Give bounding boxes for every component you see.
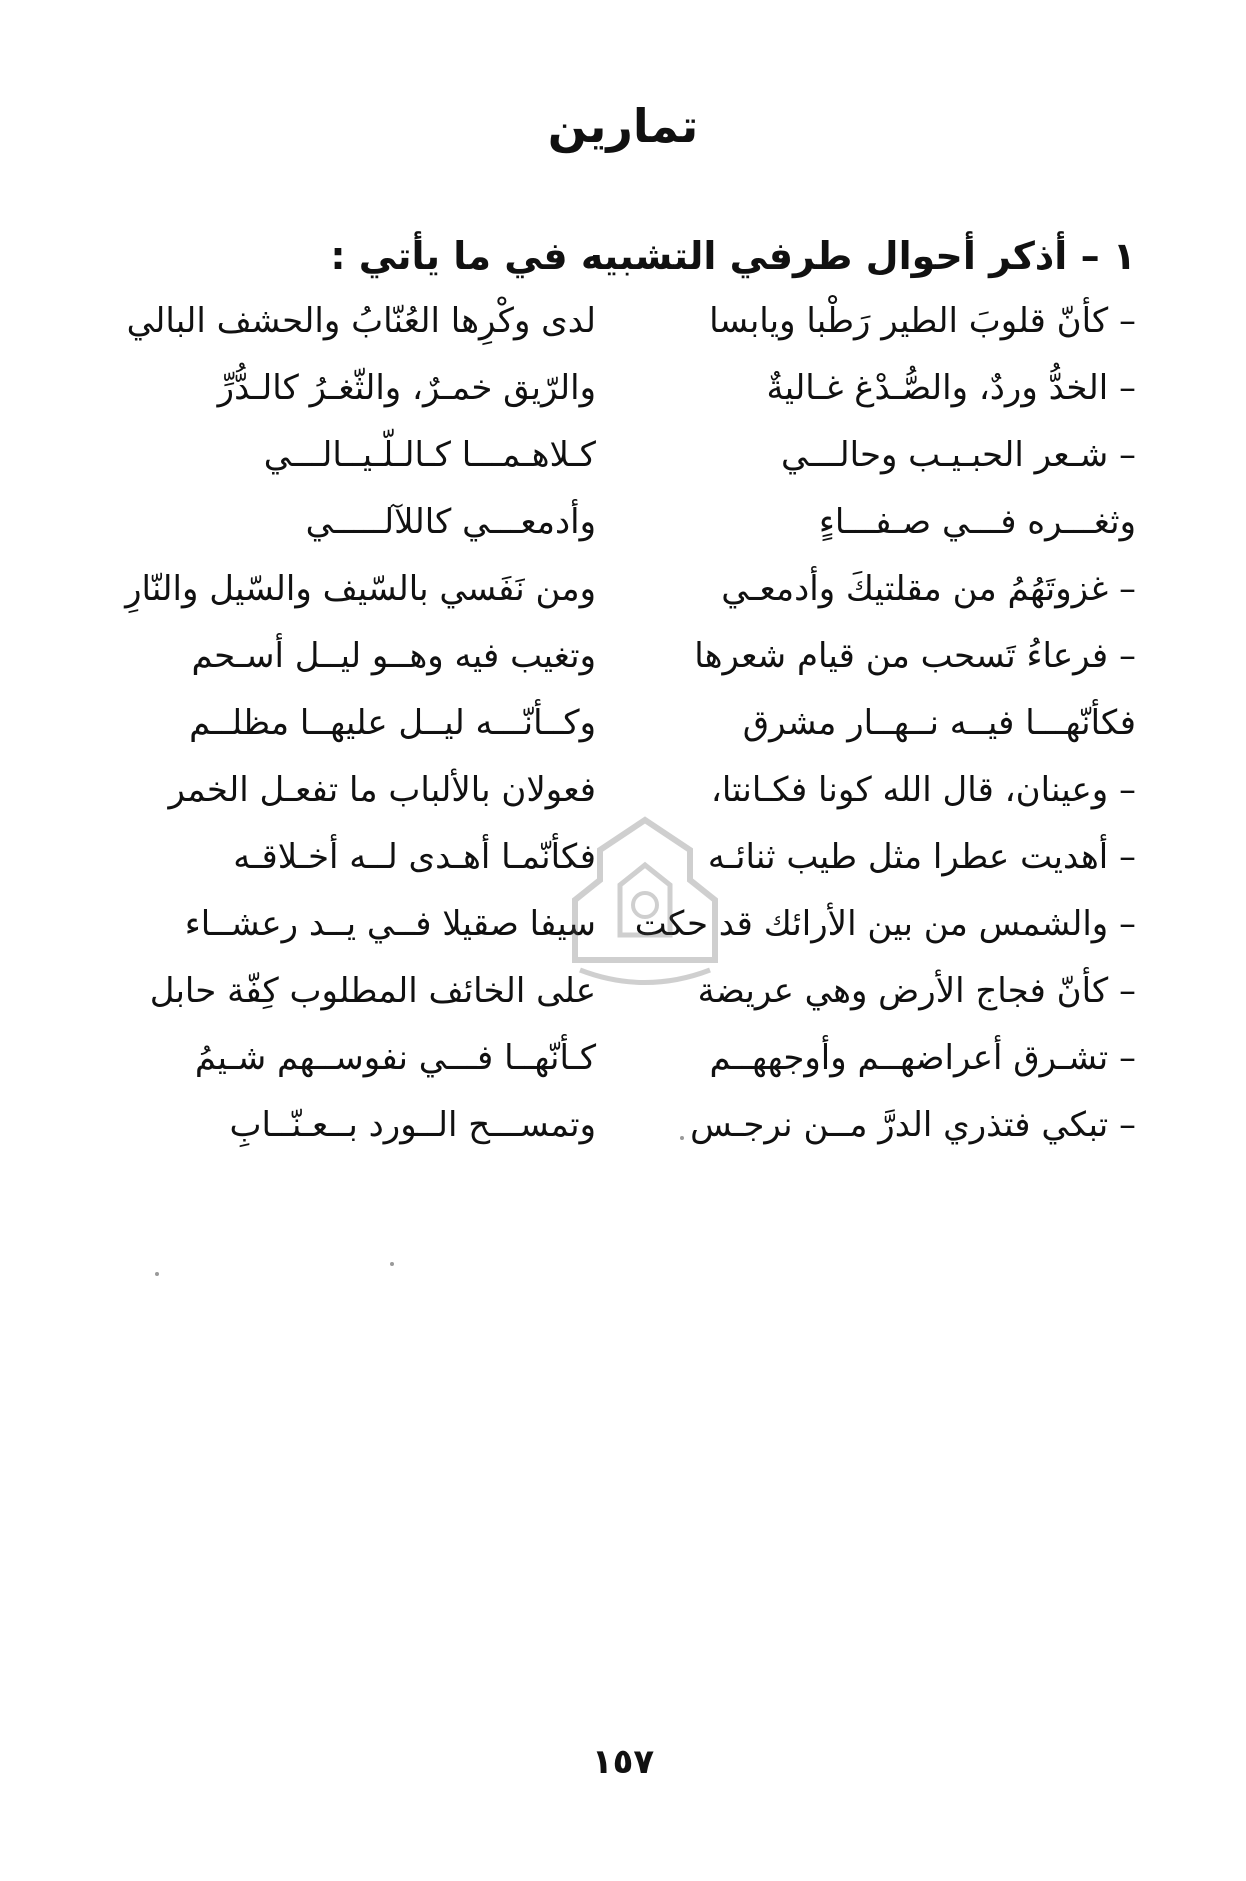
verse-second-hemistich: كـلاهـمـــا كـالـلّـيــالـــي (263, 435, 596, 475)
page-speck (390, 1262, 394, 1266)
verse-second-hemistich: فعولان بالألباب ما تفعـل الخمر (168, 770, 596, 810)
verse-second-hemistich: وأدمعـــي كاللآلـــــي (305, 502, 596, 542)
verse-line (0, 493, 1246, 560)
verse-second-hemistich: سيفا صقيلا فــي يــد رعشــاء (184, 904, 596, 944)
verse-line (0, 1029, 1246, 1096)
verse-first-hemistich: وثغـــره فـــي صـفـــاءٍ (818, 502, 1136, 542)
verse-first-hemistich: – فرعاءُ تَسحب من قيام شعرها (694, 636, 1136, 676)
verse-second-hemistich: وكــأنّـــه ليــل عليهــا مظلــم (189, 703, 596, 743)
verse-second-hemistich: ومن نَفَسي بالسّيف والسّيل والنّارِ (125, 569, 596, 609)
verse-first-hemistich: فكأنّهـــا فيــه نــهــار مشرق (742, 703, 1136, 743)
verse-line (0, 560, 1246, 627)
page-speck (155, 1272, 159, 1276)
verse-second-hemistich: والرّيق خمـرٌ، والثّغـرُ كالـدُّرِّ (217, 368, 596, 408)
verse-first-hemistich: – وعينان، قال الله كونا فكـانتا، (710, 770, 1136, 810)
verse-second-hemistich: على الخائف المطلوب كِفّة حابل (149, 971, 596, 1011)
verse-first-hemistich: – كأنّ فجاج الأرض وهي عريضة (697, 971, 1136, 1011)
verse-first-hemistich: – شـعر الحبـيـب وحالـــي (781, 435, 1136, 475)
verse-first-hemistich: – غزوتَهُمُ من مقلتيكَ وأدمعـي (721, 569, 1136, 609)
verse-first-hemistich: – تبكي فتذري الدرَّ مــن نرجـس (690, 1105, 1136, 1145)
verse-second-hemistich: وتغيب فيه وهــو ليــل أسـحم (191, 636, 596, 676)
verse-line (0, 1096, 1246, 1163)
library-stamp-watermark (560, 810, 730, 1000)
verse-first-hemistich: – أهديت عطرا مثل طيب ثنائـه (707, 837, 1136, 877)
verse-first-hemistich: – تشـرق أعراضهــم وأوجههــم (709, 1038, 1136, 1078)
exercise-heading: ١ – أذكر أحوال طرفي التشبيه في ما يأتي : (330, 234, 1136, 278)
verse-line (0, 359, 1246, 426)
page-number: ١٥٧ (591, 1742, 655, 1782)
verse-second-hemistich: فكأنّمـا أهـدى لــه أخـلاقـه (233, 837, 596, 877)
verse-first-hemistich: – والشمس من بين الأرائك قد حكت (634, 904, 1136, 944)
verse-first-hemistich: – الخدُّ وردٌ، والصُّـدْغ غـاليةٌ (766, 368, 1136, 408)
page-speck (680, 1136, 684, 1140)
verse-line (0, 694, 1246, 761)
verse-line (0, 292, 1246, 359)
page-title: تمارين (547, 99, 699, 153)
verse-line (0, 627, 1246, 694)
verse-list (0, 292, 1246, 1163)
verse-second-hemistich: كـأنّهــا فـــي نفوســهم شـيمُ (194, 1038, 596, 1078)
verse-second-hemistich: لدى وكْرِها العُنّابُ والحشف البالي (126, 301, 596, 341)
verse-line (0, 426, 1246, 493)
verse-second-hemistich: وتمســـح الــورد بــعـنّــابِ (229, 1105, 596, 1145)
verse-first-hemistich: – كأنّ قلوبَ الطير رَطْبا ويابسا (709, 301, 1136, 341)
